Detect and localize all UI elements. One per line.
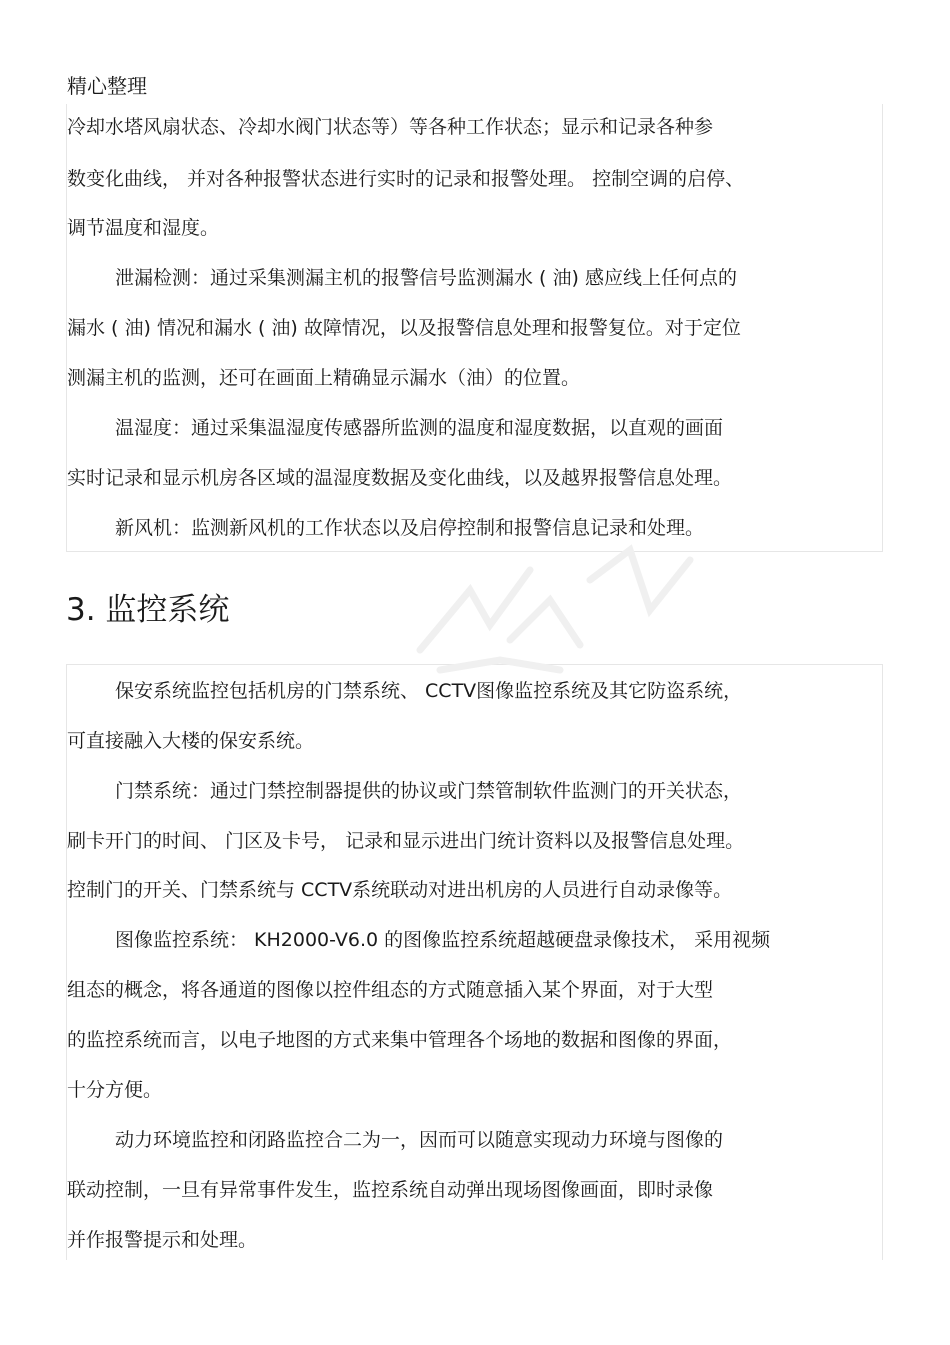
section2-line-1: 保安系统监控包括机房的门禁系统、 CCTV图像监控系统及其它防盗系统， xyxy=(115,680,743,702)
section2-line-8: 的监控系统而言，以电子地图的方式来集中管理各个场地的数据和图像的界面， xyxy=(67,1029,733,1051)
section1-line-7: 温湿度：通过采集温湿度传感器所监测的温度和湿度数据，以直观的画面 xyxy=(115,417,724,439)
section2-line-4: 刷卡开门的时间、 门区及卡号， 记录和显示进出门统计资料以及报警信息处理。 xyxy=(67,830,745,852)
section2-line-10: 动力环境监控和闭路监控合二为一，因而可以随意实现动力环境与图像的 xyxy=(115,1129,724,1151)
section1-line-6: 测漏主机的监测，还可在画面上精确显示漏水（油）的位置。 xyxy=(67,367,581,389)
section2-line-12: 并作报警提示和处理。 xyxy=(67,1229,258,1251)
section1-line-4: 泄漏检测：通过采集测漏主机的报警信号监测漏水 ( 油) 感应线上任何点的 xyxy=(115,267,737,289)
section2-line-5: 控制门的开关、门禁系统与 CCTV系统联动对进出机房的人员进行自动录像等。 xyxy=(67,879,733,901)
section2-line-2: 可直接融入大楼的保安系统。 xyxy=(67,730,315,752)
section1-line-9: 新风机：监测新风机的工作状态以及启停控制和报警信息记录和处理。 xyxy=(115,517,705,539)
section1-line-2: 数变化曲线， 并对各种报警状态进行实时的记录和报警处理。 控制空调的启停、 xyxy=(67,168,745,190)
section1-line-3: 调节温度和湿度。 xyxy=(67,217,220,239)
section2-line-11: 联动控制，一旦有异常事件发生，监控系统自动弹出现场图像画面，即时录像 xyxy=(67,1179,714,1201)
section-title: 3. 监控系统 xyxy=(66,592,230,628)
section2-line-7: 组态的概念，将各通道的图像以控件组态的方式随意插入某个界面，对于大型 xyxy=(67,979,714,1001)
section2-line-9: 十分方便。 xyxy=(67,1079,163,1101)
section2-line-6: 图像监控系统： KH2000-V6.0 的图像监控系统超越硬盘录像技术， 采用视频 xyxy=(115,929,771,951)
watermark-graphic xyxy=(380,530,720,680)
section1-line-1: 冷却水塔风扇状态、冷却水阀门状态等）等各种工作状态；显示和记录各种参 xyxy=(67,116,714,138)
section1-line-8: 实时记录和显示机房各区域的温湿度数据及变化曲线，以及越界报警信息处理。 xyxy=(67,467,733,489)
section2-line-3: 门禁系统：通过门禁控制器提供的协议或门禁管制软件监测门的开关状态， xyxy=(115,780,743,802)
page-header-label: 精心整理 xyxy=(67,74,147,98)
section1-line-5: 漏水 ( 油) 情况和漏水 ( 油) 故障情况，以及报警信息处理和报警复位。对于定位 xyxy=(67,317,741,339)
